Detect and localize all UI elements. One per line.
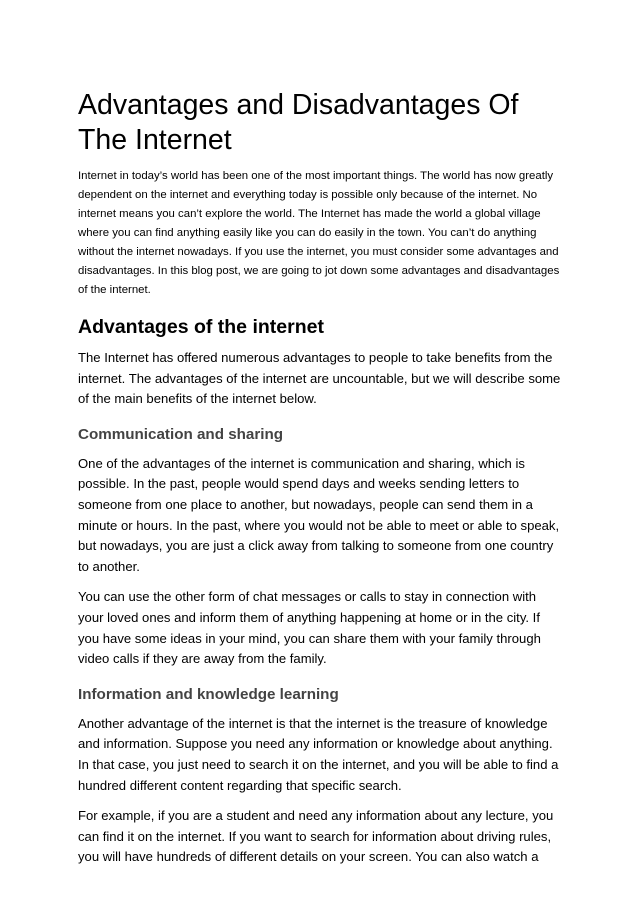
information-paragraph-2: For example, if you are a student and need any information about any lecture, you can find it on the internet. If you want to search for information about driving rules, you will have hundreds of different details on your screen. You can also watch a — [78, 808, 554, 865]
communication-heading: Communication and sharing — [78, 425, 284, 443]
information-paragraph-1: Another advantage of the internet is that the internet is the treasure of knowledge and information. Suppose you need any information or knowledge about anything. In that case, you just need to search it on the internet, and you will be able to find a hundred different content regarding that specific search. — [78, 715, 559, 793]
advantages-paragraph: The Internet has offered numerous advantages to people to take benefits from the internet. The advantages of the internet are uncountable, but we will describe some of the main benefits of the internet below. — [78, 350, 561, 407]
advantages-heading: Advantages of the internet — [78, 316, 324, 338]
intro-paragraph: Internet in today’s world has been one of the most important things. The world has now greatly dependent on the internet and everything today is possible only because of the internet. No internet means you can’t explore the world. The Internet has made the world a global village where you can find anything easily like you can do easily in the town. You can’t do anything without the internet nowadays. If you use the internet, you must consider some advantages and disadvantages. In this blog post, we are going to jot down some advantages and disadvantages of the internet. — [78, 170, 560, 296]
communication-paragraph-1: One of the advantages of the internet is communication and sharing, which is possible. In the past, people would spend days and weeks sending letters to someone from one place to another, but nowadays, people can send them in a minute or hours. In the past, where you would not be able to meet or able to speak, but nowadays, you are just a click away from talking to someone from one country to another. — [78, 455, 560, 574]
document-title: Advantages and Disadvantages Of The Internet — [78, 89, 519, 156]
communication-paragraph-2: You can use the other form of chat messages or calls to stay in connection with your loved ones and inform them of anything happening at home or in the city. If you have some ideas in your mind, you can share them with your family through video calls if they are away from the family. — [78, 589, 541, 667]
document-page — [78, 88, 564, 878]
information-heading: Information and knowledge learning — [78, 685, 339, 703]
